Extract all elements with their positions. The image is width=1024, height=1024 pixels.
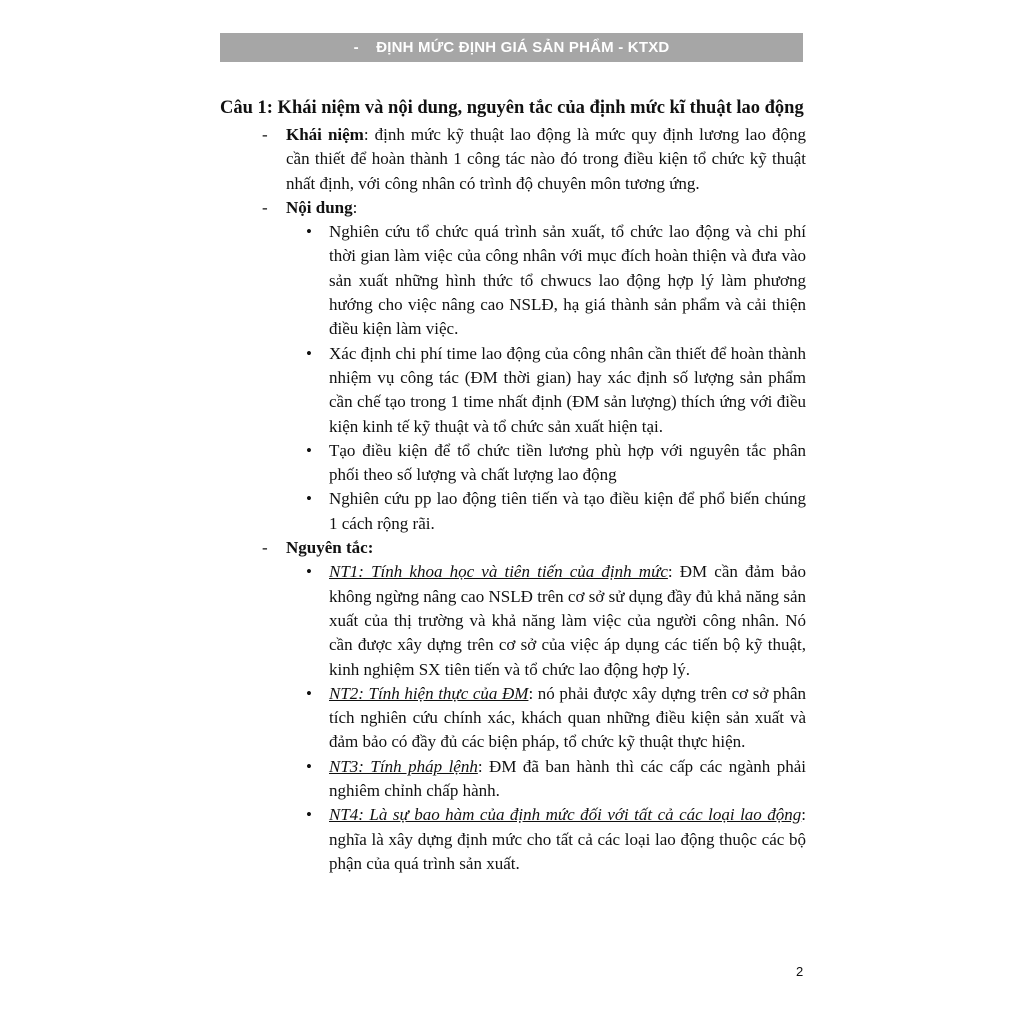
- list-item: [220, 682, 806, 755]
- dash-marker: -: [262, 538, 268, 558]
- list-item: [220, 487, 806, 536]
- content-section-heading: [220, 196, 806, 220]
- principle-title: NT1: Tính khoa học và tiên tiến của định mức: [329, 562, 668, 582]
- principle-text: : ĐM đã ban hành thì các cấp các ngành phải nghiêm chỉnh chấp hành.: [329, 756, 806, 801]
- content-item-text: Nghiên cứu tổ chức quá trình sản xuất, tổ chức lao động và chi phí thời gian làm việc của công nhân với mục đích hoàn thiện và đưa vào sản xuất những hình thức tổ chwucs lao động hợp lý làm phương hướng cho việc nâng cao NSLĐ, hạ giá thành sản phẩm và cải thiện điều kiện làm việc.: [329, 222, 806, 339]
- principle-text: : ĐM cần đảm bảo không ngừng nâng cao NSLĐ trên cơ sở sử dụng đầy đủ khả năng sản xuất của thị trường và khả năng làm việc của người công nhân. Nó cần được xây dựng trên cơ sở của việc áp dụng các tiến bộ kỹ thuật, kinh nghiệm SX tiên tiến và tổ chức lao động hợp lý.: [329, 562, 806, 679]
- bullet-marker: •: [306, 805, 312, 825]
- concept-label: Khái niệm: [286, 125, 364, 144]
- dash-marker: -: [262, 125, 268, 144]
- concept-item: [220, 123, 806, 196]
- principle-text: : nó phải được xây dựng trên cơ sở phân tích nghiên cứu chính xác, khách quan những điều kiện sản xuất và đảm bảo có đầy đủ các biện pháp, tổ chức kỹ thuật thực hiện.: [329, 683, 806, 752]
- principle-title: NT4: Là sự bao hàm của định mức đối với tất cả các loại lao động: [329, 805, 802, 825]
- concept-text: : định mức kỹ thuật lao động là mức quy định lương lao động cần thiết để hoàn thành 1 công tác nào đó trong điều kiện tổ chức kỹ thuật nhất định, với công nhân có trình độ chuyên môn tương ứng.: [286, 125, 807, 193]
- principles-heading: [220, 536, 806, 560]
- bullet-marker: •: [306, 683, 312, 703]
- principles-label: Nguyên tắc:: [286, 538, 374, 558]
- principle-title: NT2: Tính hiện thực của ĐM: [329, 683, 529, 703]
- principle-title: NT3: Tính pháp lệnh: [329, 756, 478, 776]
- page-number: 2: [796, 964, 804, 979]
- list-item: [220, 803, 806, 876]
- content-item-text: Xác định chi phí time lao động của công nhân cần thiết để hoàn thành nhiệm vụ công tác (ĐM thời gian) hay xác định số lượng sản phẩm cần chế tạo trong 1 time nhất định (ĐM sản lượng) thích ứng với điều kiện kinh tế kỹ thuật và tổ chức sản xuất hiện tại.: [329, 343, 806, 436]
- bullet-marker: •: [306, 756, 312, 776]
- list-item: [220, 755, 806, 804]
- bullet-marker: •: [306, 489, 312, 509]
- dash-marker: -: [262, 197, 268, 217]
- list-item: [220, 560, 806, 681]
- page-header-bar: [220, 33, 803, 62]
- content-item-text: Nghiên cứu pp lao động tiên tiến và tạo điều kiện để phổ biến chúng 1 cách rộng rãi.: [329, 489, 806, 533]
- bullet-marker: •: [306, 343, 312, 363]
- content-item-text: Tạo điều kiện để tổ chức tiền lương phù hợp với nguyên tắc phân phối theo số lượng và chất lượng lao động: [329, 440, 806, 485]
- list-item: [220, 342, 806, 439]
- bullet-marker: •: [306, 222, 312, 242]
- list-item: [220, 220, 806, 341]
- content-section-suffix: :: [352, 197, 358, 217]
- content-section-label: Nội dung: [286, 197, 353, 217]
- header-title: - ĐỊNH MỨC ĐỊNH GIÁ SẢN PHẨM - KTXD: [353, 39, 670, 56]
- bullet-marker: •: [306, 562, 312, 582]
- principle-text: : nghĩa là xây dựng định mức cho tất cả các loại lao động thuộc các bộ phận của quá trình sản xuất.: [329, 805, 806, 873]
- question-heading: Câu 1: Khái niệm và nội dung, nguyên tắc của định mức kĩ thuật lao động: [220, 98, 804, 118]
- document-body: [220, 123, 806, 876]
- content-list: [220, 220, 806, 536]
- bullet-marker: •: [306, 440, 312, 460]
- principles-list: [220, 560, 806, 876]
- list-item: [220, 439, 806, 488]
